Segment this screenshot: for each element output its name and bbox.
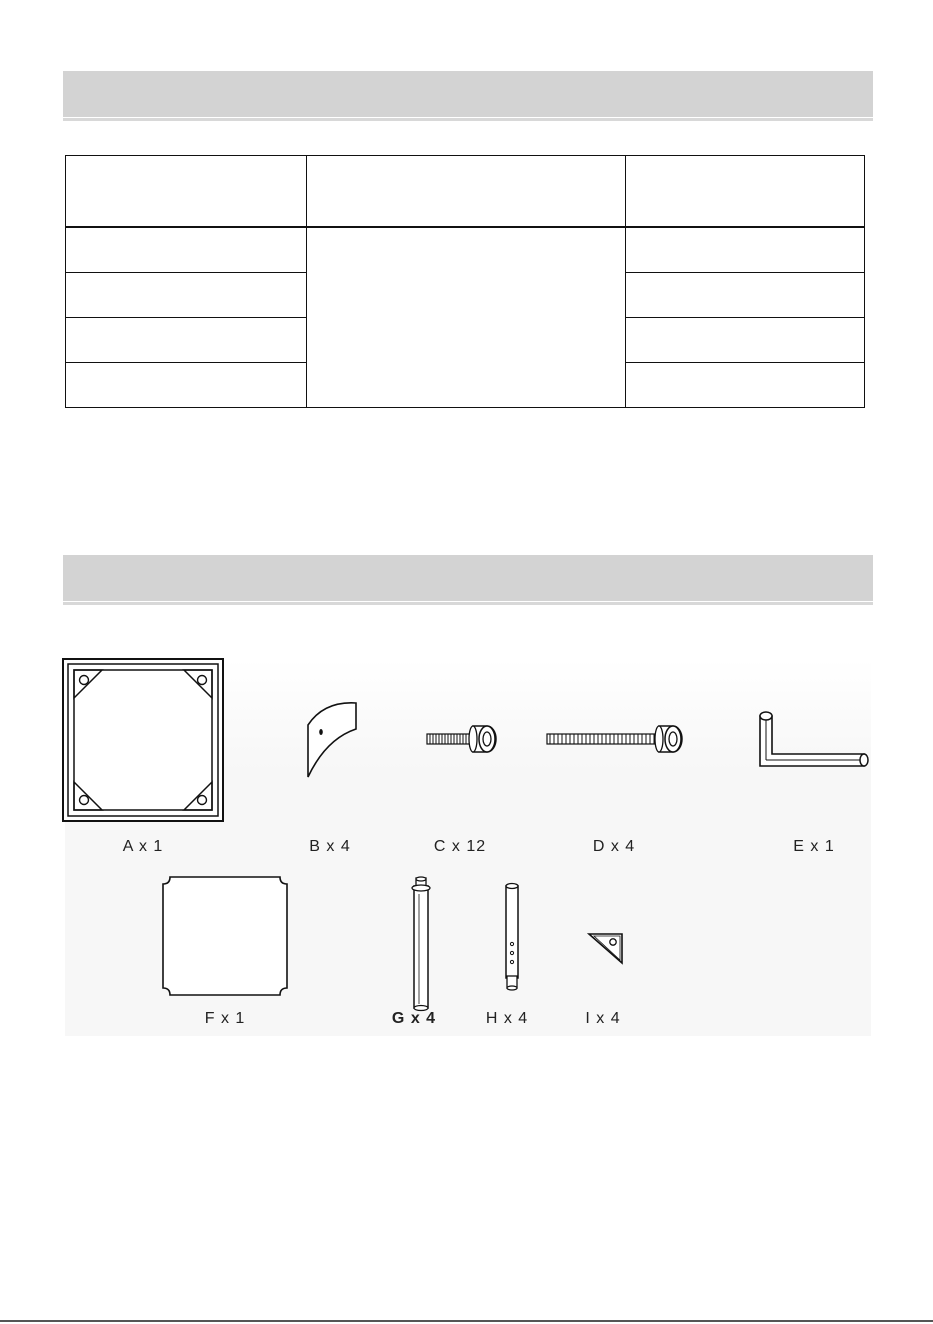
- table-cell: [66, 318, 307, 363]
- table-cell: [66, 273, 307, 318]
- table-row: [66, 227, 865, 273]
- specification-table: [65, 155, 865, 408]
- curved-bracket-icon: [300, 695, 362, 781]
- table-merged-cell: [307, 227, 626, 408]
- table-cell: [626, 273, 865, 318]
- table-cell: [66, 363, 307, 408]
- part-label-h: H x 4: [485, 1010, 529, 1027]
- tube-leg-icon: [408, 876, 434, 1012]
- part-label-i: I x 4: [585, 1010, 621, 1027]
- table-header-row: [66, 156, 865, 228]
- allen-key-icon: [756, 708, 874, 772]
- page-bottom-rule: [0, 1320, 933, 1322]
- section-header-bar: [63, 71, 873, 117]
- part-label-f: F x 1: [204, 1010, 246, 1027]
- long-bolt-icon: [545, 722, 687, 756]
- table-header-cell: [626, 156, 865, 228]
- part-label-e: E x 1: [793, 838, 835, 855]
- drilled-tube-icon: [500, 882, 524, 992]
- part-label-c: C x 12: [433, 838, 487, 855]
- section-header-rule: [63, 602, 873, 605]
- part-label-d: D x 4: [592, 838, 636, 855]
- table-cell: [66, 227, 307, 273]
- short-bolt-icon: [425, 722, 499, 756]
- table-cell: [626, 318, 865, 363]
- section-header-rule: [63, 118, 873, 121]
- part-label-a: A x 1: [122, 838, 164, 855]
- panel-board-icon: [160, 874, 290, 998]
- table-header-cell: [307, 156, 626, 228]
- part-label-g: G x 4: [391, 1010, 437, 1027]
- table-cell: [626, 363, 865, 408]
- part-label-b: B x 4: [309, 838, 351, 855]
- corner-bracket-icon: [586, 930, 626, 966]
- section-header-bar: [63, 555, 873, 601]
- frame-plate-icon: [62, 658, 224, 822]
- table-cell: [626, 227, 865, 273]
- table-header-cell: [66, 156, 307, 228]
